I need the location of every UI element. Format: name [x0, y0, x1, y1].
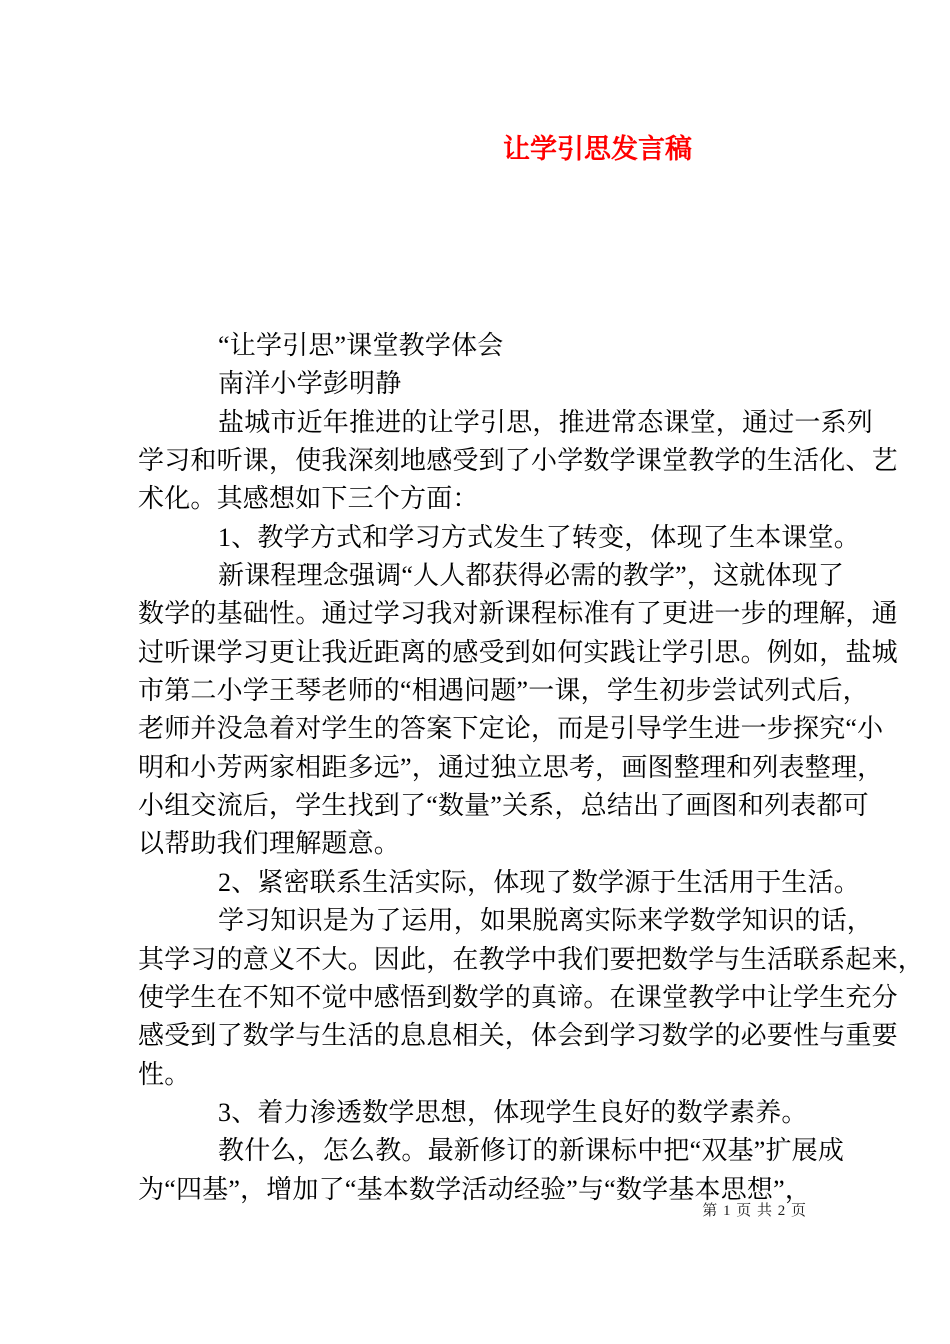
text-line: 性。	[138, 1059, 191, 1089]
text-line: 教什么，怎么教。最新修订的新课标中把“双基”扩展成	[218, 1136, 845, 1166]
text-line: 1、教学方式和学习方式发生了转变，体现了生本课堂。	[218, 522, 861, 552]
text-line: 老师并没急着对学生的答案下定论，而是引导学生进一步探究“小	[138, 714, 884, 744]
text-line: 数学的基础性。通过学习我对新课程标准有了更进一步的理解，通	[138, 599, 898, 629]
text-line: 小组交流后，学生找到了“数量”关系，总结出了画图和列表都可	[138, 791, 869, 821]
text-line: 明和小芳两家相距多远”，通过独立思考，画图整理和列表整理，	[138, 752, 884, 782]
text-line: 过听课学习更让我近距离的感受到如何实践让学引思。例如，盐城	[138, 637, 898, 667]
text-line: 其学习的意义不大。因此，在教学中我们要把数学与生活联系起来，	[138, 944, 925, 974]
page-number-footer: 第 1 页 共 2 页	[702, 1203, 807, 1219]
text-line: “让学引思”课堂教学体会	[218, 331, 504, 360]
text-line: 盐城市近年推进的让学引思，推进常态课堂，通过一系列	[218, 407, 874, 437]
text-line: 为“四基”，增加了“基本数学活动经验”与“数学基本思想”，	[138, 1174, 812, 1204]
text-line: 2、紧密联系生活实际，体现了数学源于生活用于生活。	[218, 867, 861, 897]
text-line: 学习知识是为了运用，如果脱离实际来学数学知识的话，	[218, 906, 874, 936]
text-line: 南洋小学彭明静	[218, 369, 402, 399]
text-line: 使学生在不知不觉中感悟到数学的真谛。在课堂教学中让学生充分	[138, 982, 898, 1012]
document-title: 让学引思发言稿	[503, 134, 692, 164]
text-line: 3、着力渗透数学思想，体现学生良好的数学素养。	[218, 1097, 808, 1127]
text-line: 学习和听课，使我深刻地感受到了小学数学课堂教学的生活化、艺	[138, 446, 898, 476]
text-line: 新课程理念强调“人人都获得必需的教学”，这就体现了	[218, 561, 845, 591]
text-line: 感受到了数学与生活的息息相关，体会到学习数学的必要性与重要	[138, 1021, 898, 1051]
document-body	[138, 327, 924, 1209]
text-line: 市第二小学王琴老师的“相遇问题”一课，学生初步尝试列式后，	[138, 676, 869, 706]
text-line: 以帮助我们理解题意。	[138, 829, 401, 859]
text-line: 术化。其感想如下三个方面：	[138, 484, 479, 514]
